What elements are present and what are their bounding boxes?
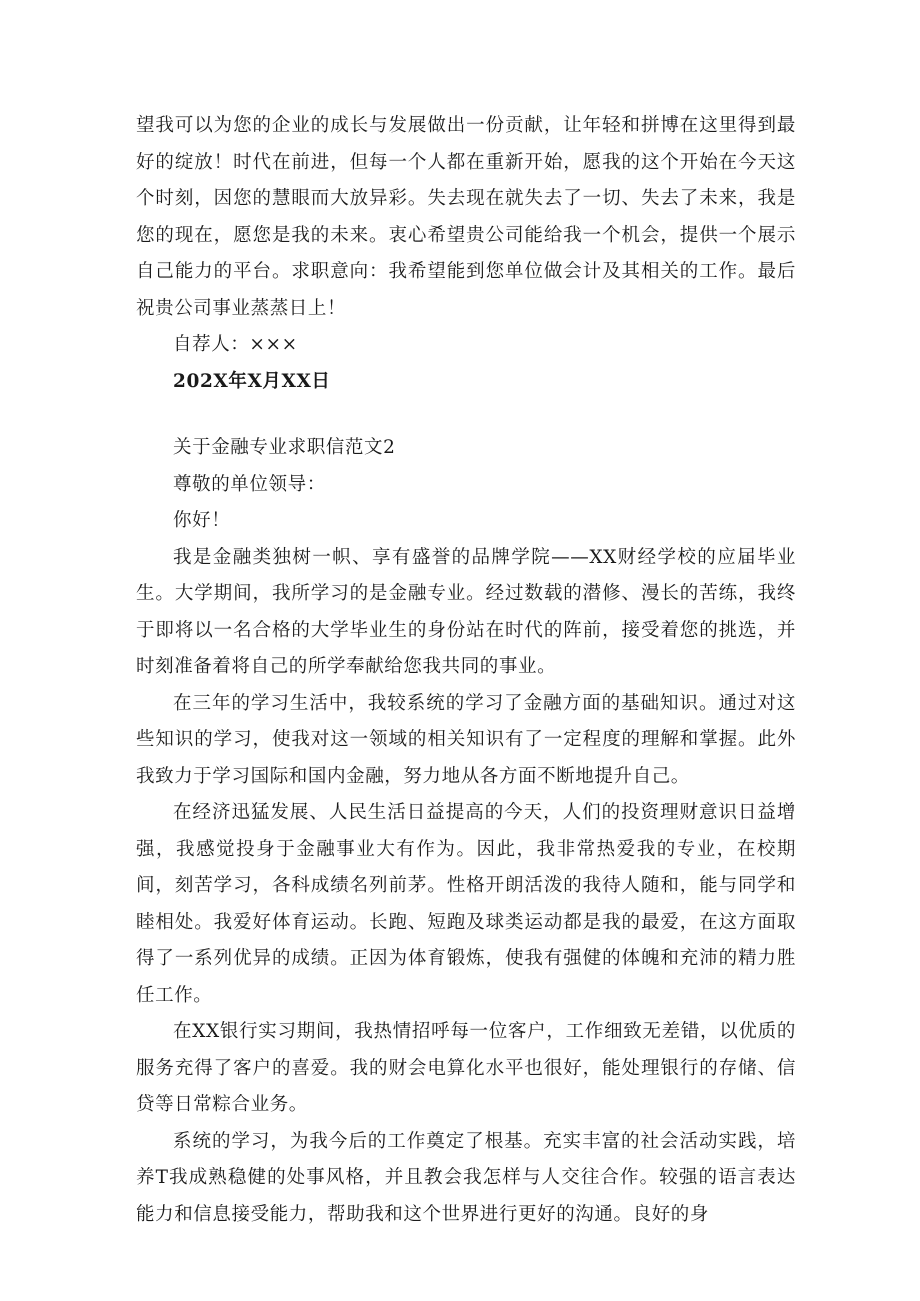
document-page xyxy=(136,108,796,1233)
letter2-paragraph-2: 在三年的学习生活中，我较系统的学习了金融方面的基础知识。通过对这些知识的学习，使我对这一领域的相关知识有了一定程度的理解和掌握。此外我致力于学习国际和国内金融，努力地从各方面不断地提升自己。 xyxy=(136,692,796,787)
section-gap xyxy=(136,400,796,430)
letter2-title: 关于金融专业求职信范文2 xyxy=(173,437,396,458)
letter2-paragraph-1: 我是金融类独树一帜、享有盛誉的品牌学院——XX财经学校的应届毕业生。大学期间，我所学习的是金融专业。经过数载的潜修、漫长的苦练，我终于即将以一名合格的大学毕业生的身份站在时代的阵前，接受着您的挑选，并时刻准备着将自己的所学奉献给您我共同的事业。 xyxy=(136,546,796,677)
letter2-paragraph-5: 系统的学习，为我今后的工作奠定了根基。充实丰富的社会活动实践，培养T我成熟稳健的处事风格，并且教会我怎样与人交往合作。较强的语言表达能力和信息接受能力，帮助我和这个世界进行更好的沟通。良好的身 xyxy=(136,1130,796,1225)
letter2-paragraph-4: 在XX银行实习期间，我热情招呼每一位客户，工作细致无差错，以优质的服务充得了客户的喜爱。我的财会电算化水平也很好，能处理银行的存储、信贷等日常粽合业务。 xyxy=(136,1021,796,1115)
letter2-greeting: 你好！ xyxy=(173,510,231,531)
letter1-date: 202X年X月XX日 xyxy=(173,370,331,392)
letter2-paragraph-3: 在经济迅猛发展、人民生活日益提高的今天，人们的投资理财意识日益增强，我感觉投身于金融事业大有作为。因此，我非常热爱我的专业，在校期间，刻苦学习，各科成绩名列前茅。性格开朗活泼的我待人随和，能与同学和睦相处。我爱好体育运动。长跑、短跑及球类运动都是我的最爱，在这方面取得了一系列优异的成绩。正因为体育锻炼，使我有强健的体魄和充沛的精力胜任工作。 xyxy=(136,802,796,1006)
letter1-closing-paragraph: 望我可以为您的企业的成长与发展做出一份贡献，让年轻和拼博在这里得到最好的绽放！时代在前进，但每一个人都在重新开始，愿我的这个开始在今天这个时刻，因您的慧眼而大放异彩。失去现在就失去了一切、失去了未来，我是您的现在，愿您是我的未来。衷心希望贵公司能给我一个机会，提供一个展示自己能力的平台。求职意向：我希望能到您单位做会计及其相关的工作。最后祝贵公司事业蒸蒸日上！ xyxy=(136,115,796,319)
letter2-salutation: 尊敬的单位领导： xyxy=(173,473,326,495)
letter1-signature: 自荐人：××× xyxy=(173,334,298,355)
